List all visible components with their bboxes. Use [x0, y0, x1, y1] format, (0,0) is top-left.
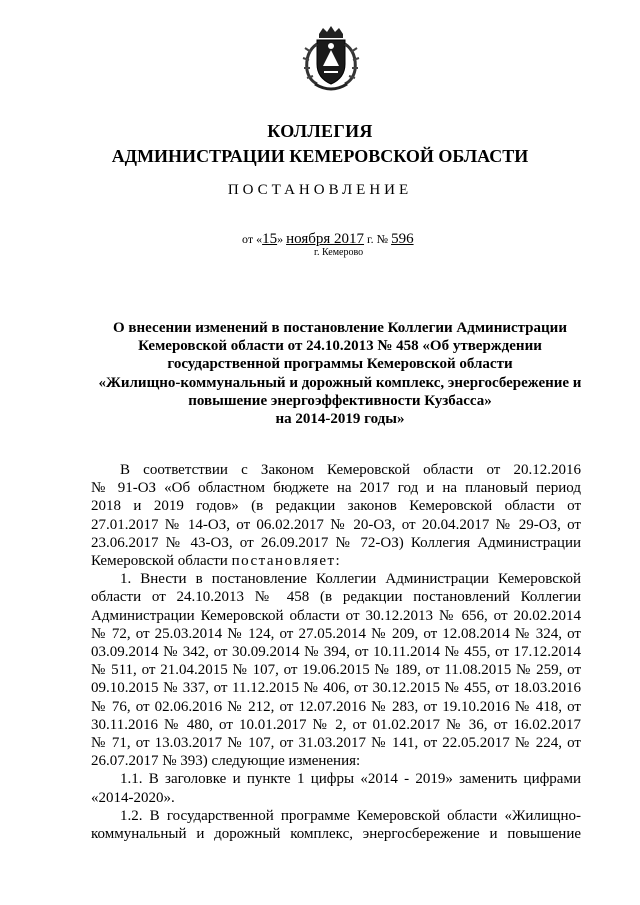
decree-word: постановляет: — [231, 553, 342, 570]
body-line: № 72, от 25.03.2014 № 124, от 27.05.2014 № 209, от 12.08.2014 № 324, от — [91, 625, 581, 642]
title-line: на 2014-2019 годы» — [275, 411, 405, 428]
body-line: 03.09.2014 № 342, от 30.09.2014 № 394, от 10.11.2014 № 455, от 17.12.2014 — [91, 644, 581, 661]
date-prefix: от « — [242, 232, 263, 246]
document-title — [90, 319, 590, 428]
organization-name-line2: АДМИНИСТРАЦИИ КЕМЕРОВСКОЙ ОБЛАСТИ — [111, 146, 529, 166]
title-line: повышение энергоэффективности Кузбасса» — [188, 392, 492, 409]
body-line: № 76, от 02.06.2016 № 212, от 12.07.2016 № 283, от 19.10.2016 № 418, от — [91, 698, 581, 715]
title-line: государственной программы Кемеровской области — [167, 356, 513, 373]
body-line: «2014-2020». — [91, 789, 175, 806]
body-line: 27.01.2017 № 14-ОЗ, от 06.02.2017 № 20-ОЗ, от 20.04.2017 № 29-ОЗ, от — [91, 516, 581, 533]
body-line: № 511, от 21.04.2015 № 107, от 19.06.2015 № 189, от 11.08.2015 № 259, от — [91, 662, 581, 679]
body-line: 26.07.2017 № 393) следующие изменения: — [91, 753, 361, 770]
document-date-line — [242, 231, 414, 248]
body-line: 1. Внести в постановление Коллегии Администрации Кемеровской — [120, 571, 581, 588]
body-line: 1.1. В заголовке и пункте 1 цифры «2014 - 2019» заменить цифрами — [120, 771, 581, 788]
body-line: В соответствии с Законом Кемеровской области от 20.12.2016 — [120, 462, 581, 478]
number-prefix: № — [376, 232, 389, 246]
document-city: г. Кемерово — [314, 247, 364, 258]
body-line: 23.06.2017 № 43-ОЗ, от 26.09.2017 № 72-ОЗ) Коллегия Администрации — [91, 534, 581, 551]
body-line: 1.2. В государственной программе Кемеровской области «Жилищно- — [120, 807, 581, 824]
body-line: 30.11.2016 № 480, от 10.01.2017 № 2, от 01.02.2017 № 36, от 16.02.2017 — [91, 716, 581, 733]
title-line: «Жилищно-коммунальный и дорожный комплекс, энергосбережение и — [98, 374, 582, 391]
body-line: № 91-ОЗ «Об областном бюджете на 2017 год и на плановый период — [91, 480, 581, 497]
organization-name-line1: КОЛЛЕГИЯ — [267, 121, 373, 141]
document-type: ПОСТАНОВЛЕНИЕ — [227, 182, 413, 198]
body-line: области от 24.10.2013 № 458 (в редакции постановлений Коллегии — [91, 589, 581, 606]
date-year-suffix: г. — [367, 232, 374, 246]
date-month-year: ноября 2017 — [286, 231, 365, 247]
body-line: 09.10.2015 № 337, от 11.12.2015 № 406, от 30.12.2015 № 455, от 18.03.2016 — [91, 680, 581, 697]
body-text: Кемеровской области — [91, 553, 228, 570]
date-day: 15 — [262, 231, 278, 247]
date-separator: » — [277, 232, 284, 246]
body-line: № 71, от 13.03.2017 № 107, от 31.03.2017 № 141, от 22.05.2017 № 224, от — [91, 735, 581, 752]
body-line: 2018 и 2019 годов» (в редакции законов Кемеровской области от — [91, 498, 581, 515]
coat-of-arms-icon — [299, 22, 363, 96]
body-line — [91, 552, 581, 570]
body-line: Администрации Кемеровской области от 30.12.2013 № 656, от 20.02.2014 — [91, 607, 581, 624]
title-line: Кемеровской области от 24.10.2013 № 458 «Об утверждении — [138, 338, 542, 355]
title-line: О внесении изменений в постановление Коллегии Администрации — [113, 320, 567, 336]
document-body — [91, 461, 581, 843]
document-number: 596 — [391, 231, 414, 247]
body-line: коммунальный и дорожный комплекс, энергосбережение и повышение — [91, 826, 581, 843]
